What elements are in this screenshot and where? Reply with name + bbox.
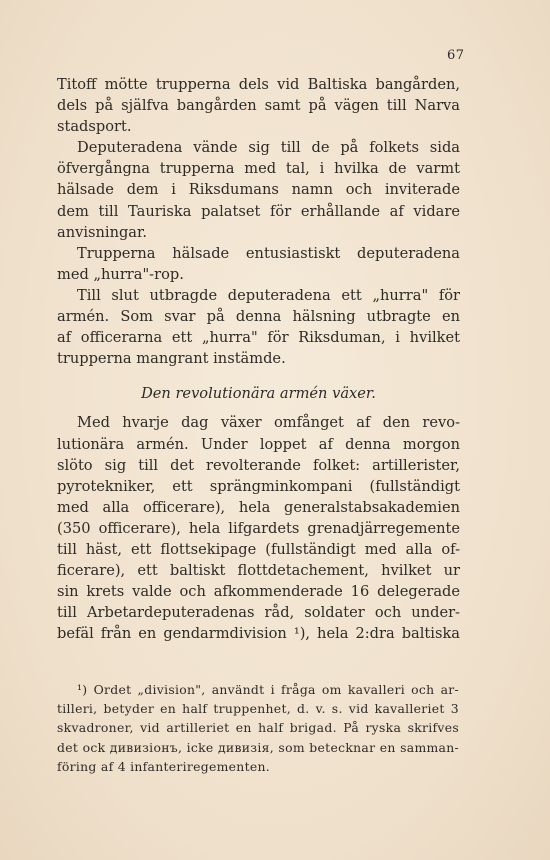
text-line: af officerarna ett „hurra" för Riksduman, i hvilket <box>57 329 460 347</box>
footnote-line: ¹) Ordet „division", användt i fråga om kavalleri och ar- <box>77 682 459 697</box>
text-line: Titoff mötte trupperna dels vid Baltiska bangården, <box>57 76 460 93</box>
text-line: öfvergångna trupperna med tal, i hvilka de varmt <box>57 160 460 178</box>
text-line: pyrotekniker, ett sprängminkompani (fullständigt <box>57 477 460 495</box>
paragraph-3 <box>57 243 460 285</box>
text-line: till Arbetardeputeradenas råd, soldater och under- <box>57 604 460 622</box>
footnote-line: skvadroner, vid artilleriet en half brigad. På ryska skrifves <box>57 720 459 736</box>
text-line: ficerare), ett baltiskt flottdetachement, hvilket ur <box>57 562 460 580</box>
footnote <box>57 680 459 776</box>
text-line: Trupperna hälsade entusiastiskt deputeradena <box>77 244 460 262</box>
text-line: Till slut utbragde deputeradena ett „hurra" för <box>77 286 460 304</box>
page-number: 67 <box>447 48 465 63</box>
paragraph-4 <box>57 285 460 369</box>
text-line: med alla officerare), hela generalstabsakademien <box>57 498 460 516</box>
footnote-line: tilleri, betyder en half truppenhet, d. v. s. vid kavalleriet 3 <box>57 701 459 717</box>
text-line: till häst, ett flottsekipage (fullständigt med alla of- <box>57 540 460 558</box>
text-line: Med hvarje dag växer omfånget af den revo- <box>77 414 460 432</box>
text-line: sin krets valde och afkommenderade 16 delegerade <box>57 583 460 601</box>
text-line: dels på själfva bangården samt på vägen till Narva <box>57 97 460 115</box>
text-line: lutionära armén. Under loppet af denna morgon <box>57 435 460 453</box>
section-heading: Den revolutionära armén växer. <box>141 385 376 403</box>
paragraph-2 <box>57 137 460 242</box>
text-line: befäl från en gendarmdivision ¹), hela 2:dra baltiska <box>57 625 460 643</box>
paragraph-5 <box>57 412 460 644</box>
text-line: anvisningar. <box>57 223 148 241</box>
text-line: med „hurra"-rop. <box>57 265 184 283</box>
text-line: (350 officerare), hela lifgardets grenadjärregemente <box>57 519 460 537</box>
text-line: hälsade dem i Riksdumans namn och inviterade <box>57 181 460 199</box>
paragraph-1 <box>57 74 460 137</box>
body-text <box>57 74 460 644</box>
text-line: slöto sig till det revolterande folket: artillerister, <box>57 456 460 474</box>
text-line: stadsport. <box>57 118 132 136</box>
text-line: trupperna mangrant instämde. <box>57 350 286 368</box>
footnote-line: föring af 4 infanteriregementen. <box>57 758 271 774</box>
footnote-line: det ock дивизіонъ, icke дивизія, som betecknar en samman- <box>57 739 459 755</box>
text-line: Deputeradena vände sig till de på folkets sida <box>77 139 460 157</box>
text-line: armén. Som svar på denna hälsning utbragte en <box>57 308 460 326</box>
text-line: dem till Tauriska palatset för erhållande af vidare <box>57 202 460 220</box>
